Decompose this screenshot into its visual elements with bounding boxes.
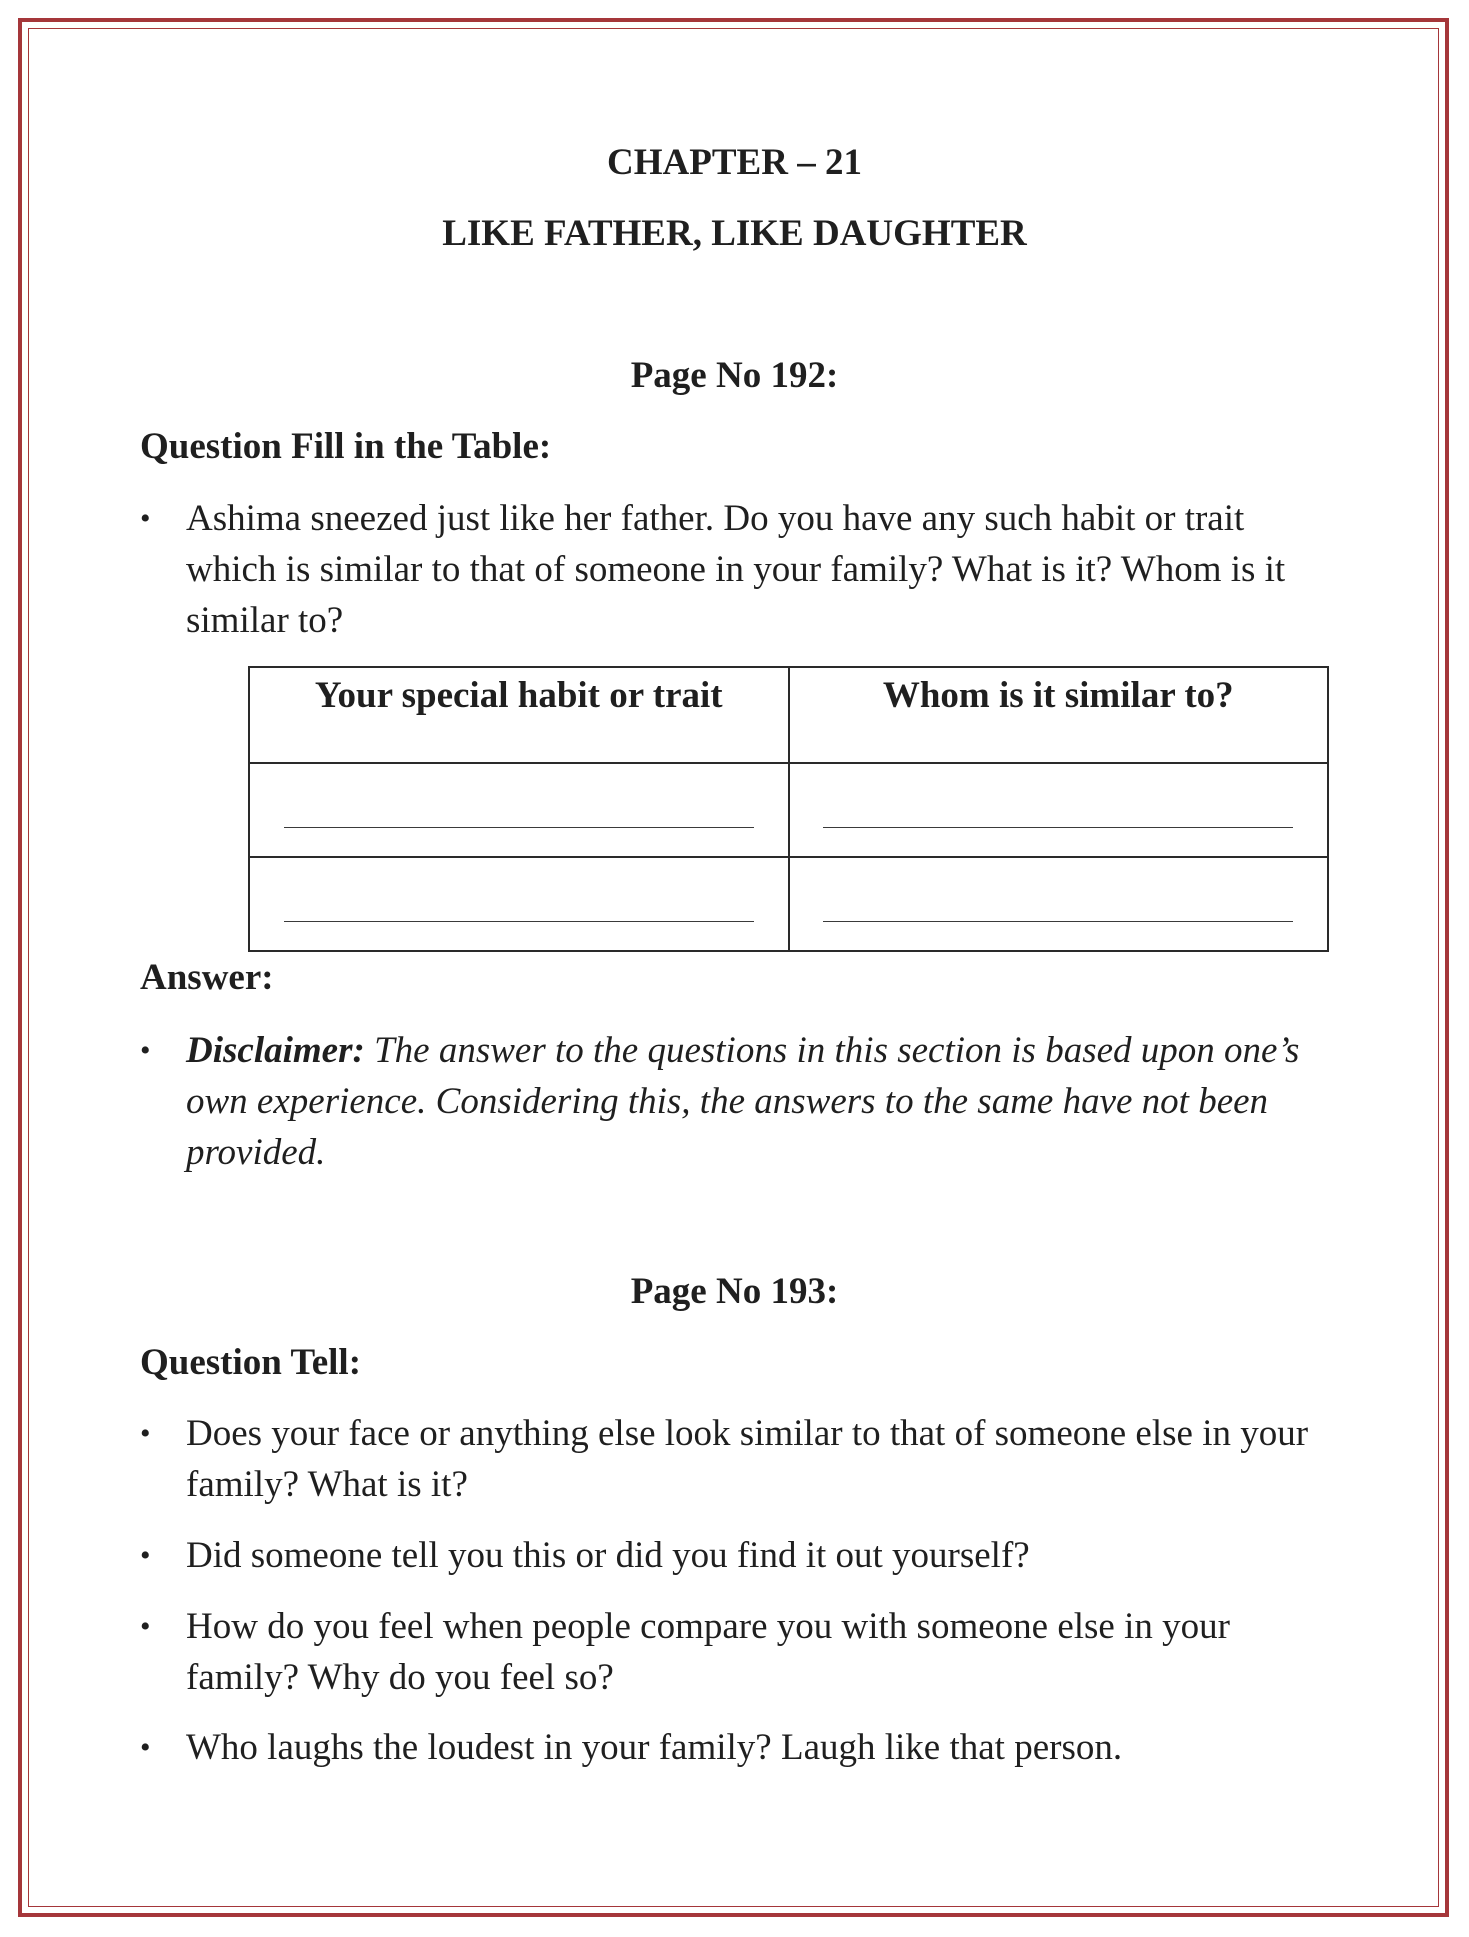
tell-question-text: How do you feel when people compare you with someone else in your family? Why do you feel so? — [186, 1606, 1230, 1698]
chapter-title: LIKE FATHER, LIKE DAUGHTER — [442, 213, 1027, 254]
disclaimer-label: Disclaimer: — [186, 1030, 365, 1071]
bullet-icon: • — [140, 1417, 151, 1450]
table-row — [249, 763, 1328, 857]
bullet-icon: • — [140, 1731, 151, 1764]
column-header-habit: Your special habit or trait — [249, 667, 789, 763]
bullet-icon: • — [140, 1539, 151, 1572]
question-heading-fill-table: Question Fill in the Table: — [140, 426, 552, 467]
bullet-icon: • — [140, 1610, 151, 1643]
disclaimer-text: The answer to the questions in this section is based upon one’s own experience. Considering this, the answers to the same have not been provided. — [186, 1030, 1300, 1173]
tell-question-item — [140, 1530, 1329, 1581]
tell-question-text: Does your face or anything else look similar to that of someone else in your family? What is it? — [186, 1413, 1309, 1505]
answer-blank-line — [823, 921, 1293, 922]
tell-question-text: Did someone tell you this or did you find it out yourself? — [186, 1535, 1030, 1576]
answer-blank-line — [284, 827, 754, 828]
table-cell-blank — [249, 857, 789, 951]
disclaimer-bullet — [140, 1025, 1329, 1178]
tell-question-item — [140, 1601, 1329, 1703]
page-number-192: Page No 192: — [630, 355, 839, 396]
question-text: Ashima sneezed just like her father. Do you have any such habit or trait which is similar to that of someone in your family? What is it? Whom is it similar to? — [186, 498, 1286, 641]
table-cell-blank — [249, 763, 789, 857]
tell-question-item — [140, 1722, 1329, 1773]
tell-question-item — [140, 1408, 1329, 1510]
habit-trait-table — [248, 666, 1329, 952]
table-cell-blank — [789, 763, 1329, 857]
disclaimer-paragraph — [186, 1025, 1329, 1178]
answer-blank-line — [823, 827, 1293, 828]
answer-blank-line — [284, 921, 754, 922]
page-number-193: Page No 193: — [630, 1271, 839, 1312]
bullet-icon: • — [140, 1034, 151, 1067]
column-header-similar-to: Whom is it similar to? — [789, 667, 1329, 763]
chapter-number: CHAPTER – 21 — [607, 142, 862, 183]
bullet-icon: • — [140, 502, 151, 535]
answer-heading: Answer: — [140, 957, 274, 998]
table-cell-blank — [789, 857, 1329, 951]
question-heading-tell: Question Tell: — [140, 1342, 362, 1383]
tell-question-text: Who laughs the loudest in your family? Laugh like that person. — [186, 1727, 1123, 1768]
question-bullet — [140, 493, 1329, 646]
table-row — [249, 857, 1328, 951]
table-header-row — [249, 667, 1328, 763]
